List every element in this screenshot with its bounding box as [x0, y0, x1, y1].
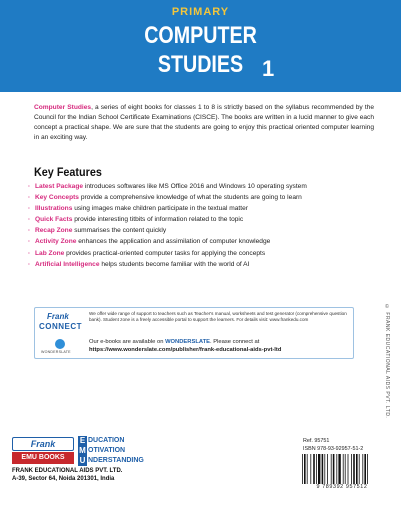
bullet-icon: ·: [28, 249, 31, 257]
intro-highlight: Computer Studies: [34, 104, 92, 111]
emu-row: [78, 436, 158, 446]
feature-keyword: Lab Zone: [35, 249, 65, 257]
emu-word: DUCATION: [88, 437, 125, 444]
emu-row: [78, 446, 158, 456]
isbn-number: ISBN 978-93-92957-51-2: [303, 446, 364, 452]
logo-emu-books: EMU BOOKS: [12, 452, 74, 464]
key-features-title: Key Features: [34, 165, 102, 179]
ws-prefix: Our e-books are available on: [89, 339, 166, 345]
ws-brand: WONDERSLATE: [165, 339, 211, 345]
bullet-icon: ·: [28, 205, 31, 213]
feature-item: [28, 182, 374, 192]
emu-cap: U: [79, 456, 86, 465]
barcode-digits: 9 789392 957512: [316, 484, 368, 490]
feature-item: [28, 215, 374, 225]
ref-number: Ref. 95751: [303, 438, 330, 444]
cover-header: [0, 0, 401, 92]
barcode-graphic: [300, 454, 384, 484]
feature-item: [28, 226, 374, 236]
wonderslate-caption: WONDERSLATE: [41, 350, 71, 354]
wonderslate-link[interactable]: https://www.wonderslate.com/publisher/frank-educational-aids-pvt-ltd: [89, 347, 282, 353]
copyright-vertical: © FRANK EDUCATIONAL AIDS PVT. LTD.: [384, 304, 390, 419]
feature-text: introduces softwares like MS Office 2016 and Windows 10 operating system: [83, 183, 307, 190]
emu-tagline: [78, 436, 158, 466]
feature-item: [28, 193, 374, 203]
publisher-logo: [12, 437, 74, 465]
emu-row: [78, 456, 158, 466]
feature-keyword: Latest Package: [35, 183, 84, 190]
ws-suffix: . Please connect at: [210, 339, 260, 345]
title-line-2: STUDIES: [157, 51, 244, 78]
emu-word: OTIVATION: [88, 447, 126, 454]
publisher-address: A-39, Sector 64, Noida 201301, India: [12, 476, 115, 482]
feature-keyword: Recap Zone: [35, 227, 73, 235]
series-label: PRIMARY: [171, 6, 230, 18]
feature-text: using images make children participate in the textual matter: [72, 205, 248, 213]
feature-keyword: Activity Zone: [35, 238, 77, 246]
feature-item: [28, 249, 374, 259]
feature-keyword: Key Concepts: [35, 194, 79, 202]
book-number: 1: [262, 56, 275, 81]
feature-keyword: Quick Facts: [35, 216, 73, 224]
intro-text: , a series of eight books for classes 1 to 8 is strictly based on the syllabus recommended by the Council for the Indian School Certificate Examinations (CISCE). The books are written in a lucid manner to give each concept a practical shape. We are sure that the students are going to enjoy this practical oriented computer learning in an exciting way.: [34, 104, 374, 141]
feature-keyword: Illustrations: [35, 205, 73, 213]
wonderslate-icon: [55, 339, 65, 349]
feature-keyword: Artificial Intelligence: [35, 260, 100, 268]
bullet-icon: ·: [28, 227, 31, 235]
feature-text: provides practical-oriented computer tasks for applying the concepts: [64, 249, 266, 257]
bullet-icon: ·: [28, 260, 31, 268]
connect-description: We offer wide range of support to teachers such as Teacher's manual, worksheets and test generator (comprehensive question bank). Student zone is a freely accessible portal to support the learners. For details visit: www.frankedu.com: [89, 311, 347, 322]
bullet-icon: ·: [28, 216, 31, 224]
logo-connect-text: CONNECT: [39, 322, 83, 331]
wonderslate-logo: [41, 339, 81, 357]
feature-item: [28, 260, 374, 270]
wonderslate-text: [89, 338, 351, 354]
connect-panel: [34, 307, 354, 359]
feature-item: [28, 237, 374, 247]
emu-cap: M: [79, 446, 86, 455]
feature-text: helps students become familiar with the world of AI: [99, 260, 250, 268]
feature-text: provide a comprehensive knowledge of what the students are going to learn: [78, 194, 302, 202]
frank-connect-logo: [39, 312, 83, 336]
intro-paragraph: [34, 103, 374, 143]
publisher-name: FRANK EDUCATIONAL AIDS PVT. LTD.: [12, 468, 123, 474]
feature-text: enhances the application and assimilation of computer knowledge: [76, 238, 271, 246]
feature-text: summarises the content quickly: [72, 227, 167, 235]
bullet-icon: ·: [28, 238, 31, 246]
bullet-icon: ·: [28, 183, 31, 190]
logo-frank-text: Frank: [47, 312, 69, 321]
title-line-1: COMPUTER: [144, 22, 257, 49]
emu-cap: E: [79, 436, 86, 445]
feature-item: [28, 204, 374, 214]
feature-text: provide interesting titbits of information related to the topic: [72, 216, 244, 224]
logo-frank: Frank: [12, 437, 74, 451]
emu-word: NDERSTANDING: [88, 457, 144, 464]
key-features-list: [28, 182, 374, 271]
bullet-icon: ·: [28, 194, 31, 202]
